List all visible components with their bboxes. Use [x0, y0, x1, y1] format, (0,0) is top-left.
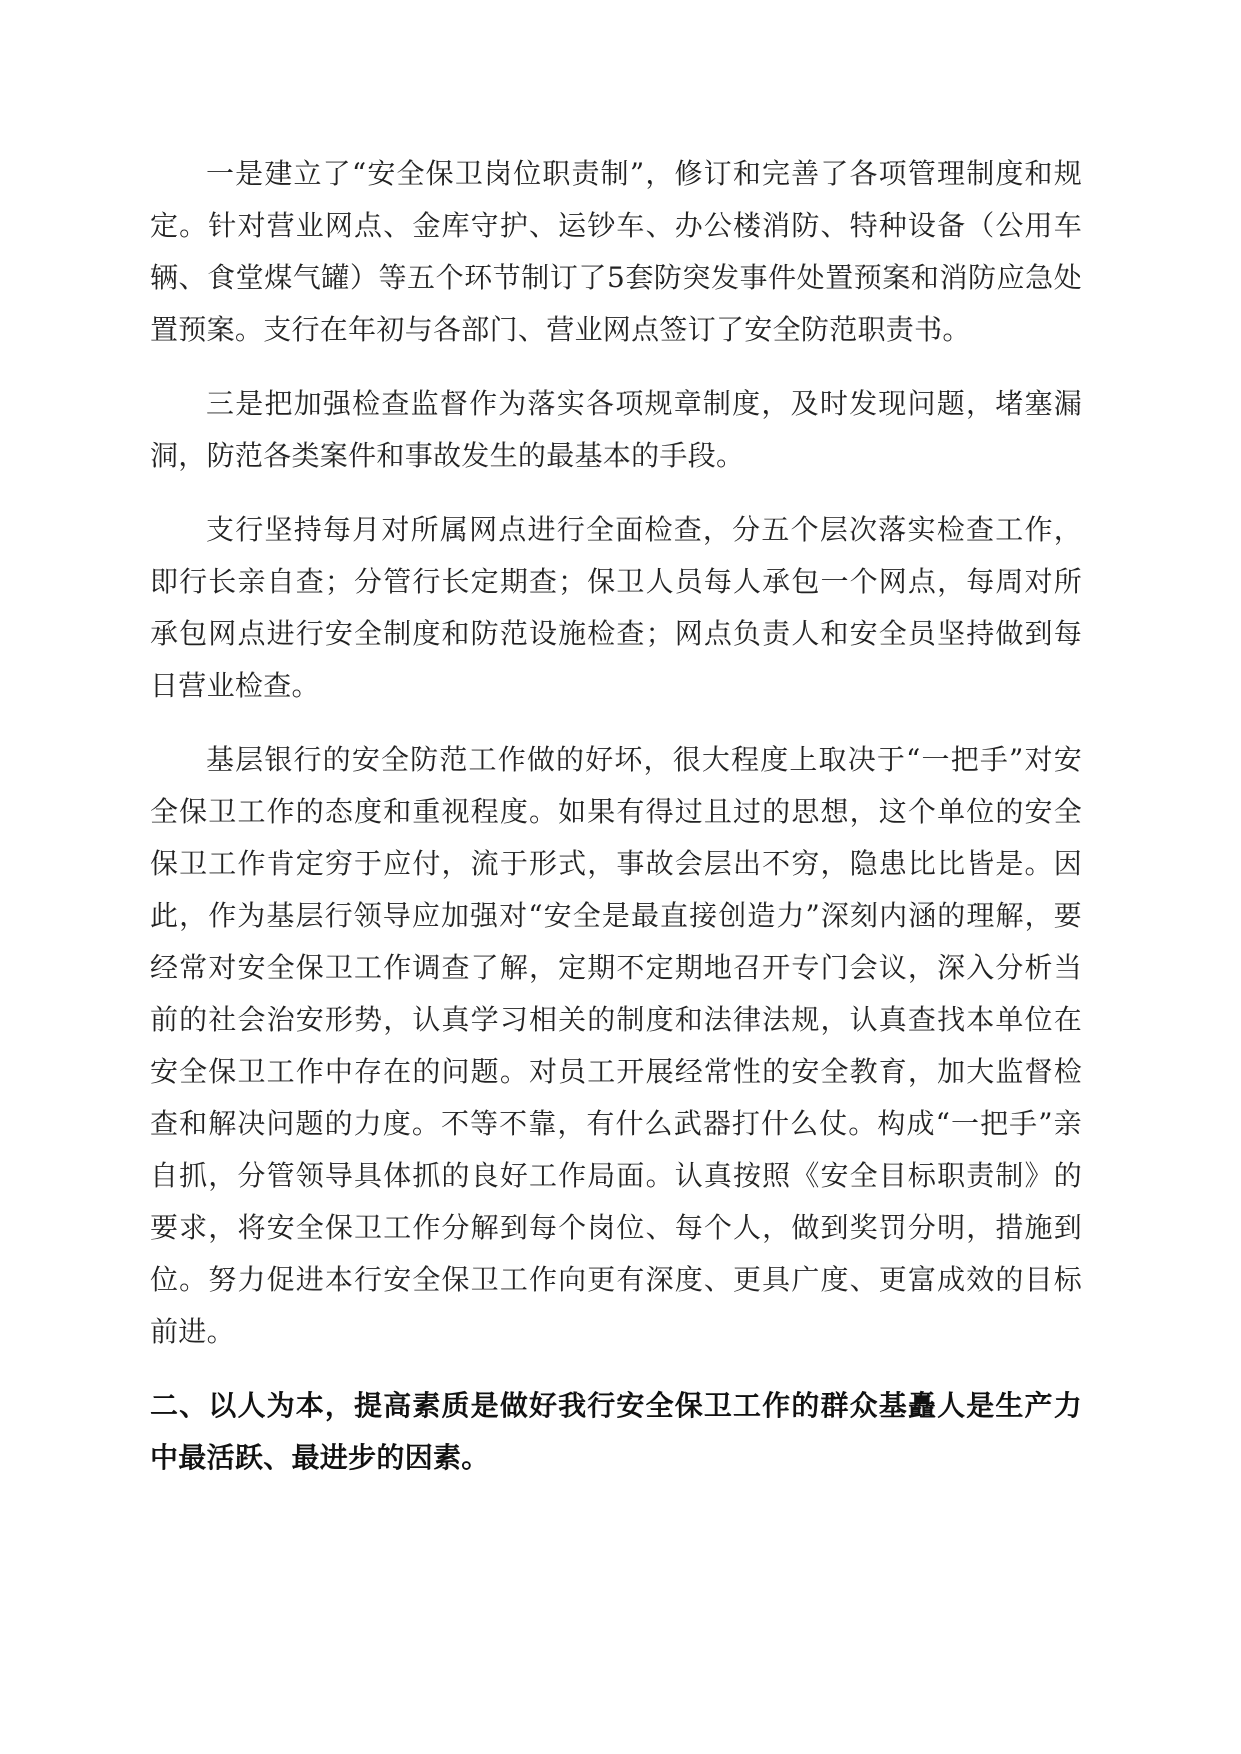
paragraph-responsibility-system: 一是建立了“安全保卫岗位职责制”，修订和完善了各项管理制度和规定。针对营业网点、金库守护、运钞车、办公楼消防、特种设备（公用车辆、食堂煤气罐）等五个环节制订了5套防突发事件处置预案和消防应急处置预案。支行在年初与各部门、营业网点签订了安全防范职责书。 [150, 157, 1082, 346]
paragraph-monthly-inspection: 支行坚持每月对所属网点进行全面检查，分五个层次落实检查工作，即行长亲自查；分管行长定期查；保卫人员每人承包一个网点，每周对所承包网点进行安全制度和防范设施检查；网点负责人和安全员坚持做到每日营业检查。 [150, 513, 1082, 702]
paragraph-leadership-role: 基层银行的安全防范工作做的好坏，很大程度上取决于“一把手”对安全保卫工作的态度和重视程度。如果有得过且过的思想，这个单位的安全保卫工作肯定穷于应付，流于形式，事故会层出不穷，隐患比比皆是。因此，作为基层行领导应加强对“安全是最直接创造力”深刻内涵的理解，要经常对安全保卫工作调查了解，定期不定期地召开专门会议，深入分析当前的社会治安形势，认真学习相关的制度和法律法规，认真查找本单位在安全保卫工作中存在的问题。对员工开展经常性的安全教育，加大监督检查和解决问题的力度。不等不靠，有什么武器打什么仗。构成“一把手”亲自抓，分管领导具体抓的良好工作局面。认真按照《安全目标职责制》的要求，将安全保卫工作分解到每个岗位、每个人，做到奖罚分明，措施到位。努力促进本行安全保卫工作向更有深度、更具广度、更富成效的目标前进。 [150, 743, 1082, 1348]
section-heading-people-oriented: 二、以人为本，提高素质是做好我行安全保卫工作的群众基矗人是生产力中最活跃、最进步的因素。 [150, 1389, 1082, 1474]
document-body [150, 148, 1082, 1484]
paragraph-inspection-supervision: 三是把加强检查监督作为落实各项规章制度，及时发现问题，堵塞漏洞，防范各类案件和事故发生的最基本的手段。 [150, 387, 1082, 472]
